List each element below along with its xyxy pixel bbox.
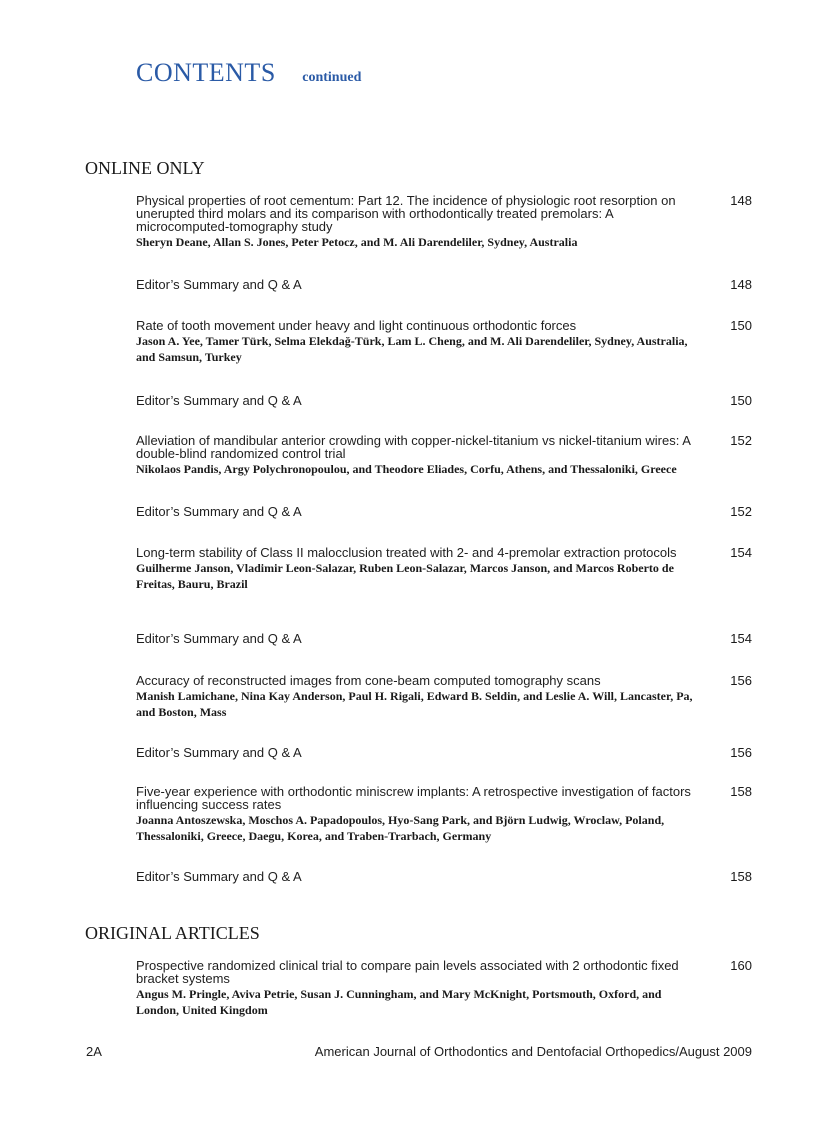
toc-entry[interactable] bbox=[136, 546, 756, 592]
toc-entry[interactable] bbox=[136, 278, 756, 291]
toc-entry[interactable] bbox=[136, 674, 756, 720]
footer-journal: American Journal of Orthodontics and Dentofacial Orthopedics/August 2009 bbox=[314, 1044, 752, 1059]
entry-authors: Sheryn Deane, Allan S. Jones, Peter Petocz, and M. Ali Darendeliler, Sydney, Australia bbox=[136, 235, 578, 249]
entry-title[interactable]: Editor’s Summary and Q & A bbox=[136, 745, 302, 760]
toc-entry[interactable] bbox=[136, 319, 756, 365]
entry-title[interactable]: Accuracy of reconstructed images from cone-beam computed tomography scans bbox=[136, 673, 601, 688]
entry-title[interactable]: Editor’s Summary and Q & A bbox=[136, 869, 302, 884]
continued-label: continued bbox=[302, 70, 362, 85]
entry-title[interactable]: Alleviation of mandibular anterior crowding with copper-nickel-titanium vs nickel-titanium wires: A double-blind randomized control trial bbox=[136, 433, 691, 461]
toc-entry[interactable] bbox=[136, 632, 756, 645]
entry-page: 150 bbox=[730, 318, 752, 333]
entry-page: 158 bbox=[730, 869, 752, 884]
entry-title[interactable]: Five-year experience with orthodontic miniscrew implants: A retrospective investigation of factors influencing success rates bbox=[136, 784, 691, 812]
entry-authors: Joanna Antoszewska, Moschos A. Papadopoulos, Hyo-Sang Park, and Björn Ludwig, Wroclaw, Poland, Thessaloniki, Greece, Daegu, Korea, and Traben-Trarbach, Germany bbox=[136, 813, 665, 843]
toc-entry[interactable] bbox=[136, 870, 756, 883]
contents-header bbox=[136, 58, 361, 88]
entry-page: 156 bbox=[730, 745, 752, 760]
entry-page: 160 bbox=[730, 958, 752, 973]
entry-page: 152 bbox=[730, 433, 752, 448]
entry-page: 154 bbox=[730, 631, 752, 646]
entry-authors: Guilherme Janson, Vladimir Leon-Salazar, Ruben Leon-Salazar, Marcos Janson, and Marcos Roberto de Freitas, Bauru, Brazil bbox=[136, 561, 674, 591]
entry-authors: Angus M. Pringle, Aviva Petrie, Susan J. Cunningham, and Mary McKnight, Portsmouth, Oxford, and London, United Kingdom bbox=[136, 987, 662, 1017]
entry-page: 152 bbox=[730, 504, 752, 519]
entry-page: 158 bbox=[730, 784, 752, 799]
entry-title[interactable]: Physical properties of root cementum: Part 12. The incidence of physiologic root resorption on unerupted third molars and its comparison with orthodontically treated premolars: A microcomputed-tomography study bbox=[136, 193, 676, 234]
entry-authors: Jason A. Yee, Tamer Türk, Selma Elekdağ-Türk, Lam L. Cheng, and M. Ali Darendeliler, Sydney, Australia, and Samsun, Turkey bbox=[136, 334, 688, 364]
entry-title[interactable]: Editor’s Summary and Q & A bbox=[136, 504, 302, 519]
toc-entry[interactable] bbox=[136, 505, 756, 518]
section-heading-online-only: ONLINE ONLY bbox=[85, 158, 205, 178]
entry-title[interactable]: Rate of tooth movement under heavy and light continuous orthodontic forces bbox=[136, 318, 577, 333]
toc-entry[interactable] bbox=[136, 394, 756, 407]
section-heading-original-articles: ORIGINAL ARTICLES bbox=[85, 923, 260, 943]
entry-title[interactable]: Prospective randomized clinical trial to compare pain levels associated with 2 orthodontic fixed bracket systems bbox=[136, 958, 679, 986]
entry-page: 156 bbox=[730, 673, 752, 688]
toc-entry[interactable] bbox=[136, 746, 756, 759]
page-title: CONTENTS bbox=[136, 58, 276, 87]
toc-entry[interactable] bbox=[136, 785, 756, 844]
toc-entry[interactable] bbox=[136, 434, 756, 477]
toc-entry[interactable] bbox=[136, 959, 756, 1018]
footer-page-label: 2A bbox=[86, 1044, 102, 1059]
entry-title[interactable]: Editor’s Summary and Q & A bbox=[136, 631, 302, 646]
entry-page: 154 bbox=[730, 545, 752, 560]
entry-page: 150 bbox=[730, 393, 752, 408]
toc-entry[interactable] bbox=[136, 194, 756, 250]
entry-authors: Nikolaos Pandis, Argy Polychronopoulou, and Theodore Eliades, Corfu, Athens, and Thessaloniki, Greece bbox=[136, 462, 677, 476]
entry-title[interactable]: Editor’s Summary and Q & A bbox=[136, 277, 302, 292]
entry-title[interactable]: Long-term stability of Class II malocclusion treated with 2- and 4-premolar extraction protocols bbox=[136, 545, 677, 560]
entry-page: 148 bbox=[730, 193, 752, 208]
entry-page: 148 bbox=[730, 277, 752, 292]
entry-authors: Manish Lamichane, Nina Kay Anderson, Paul H. Rigali, Edward B. Seldin, and Leslie A. Will, Lancaster, Pa, and Boston, Mass bbox=[136, 689, 693, 719]
entry-title[interactable]: Editor’s Summary and Q & A bbox=[136, 393, 302, 408]
